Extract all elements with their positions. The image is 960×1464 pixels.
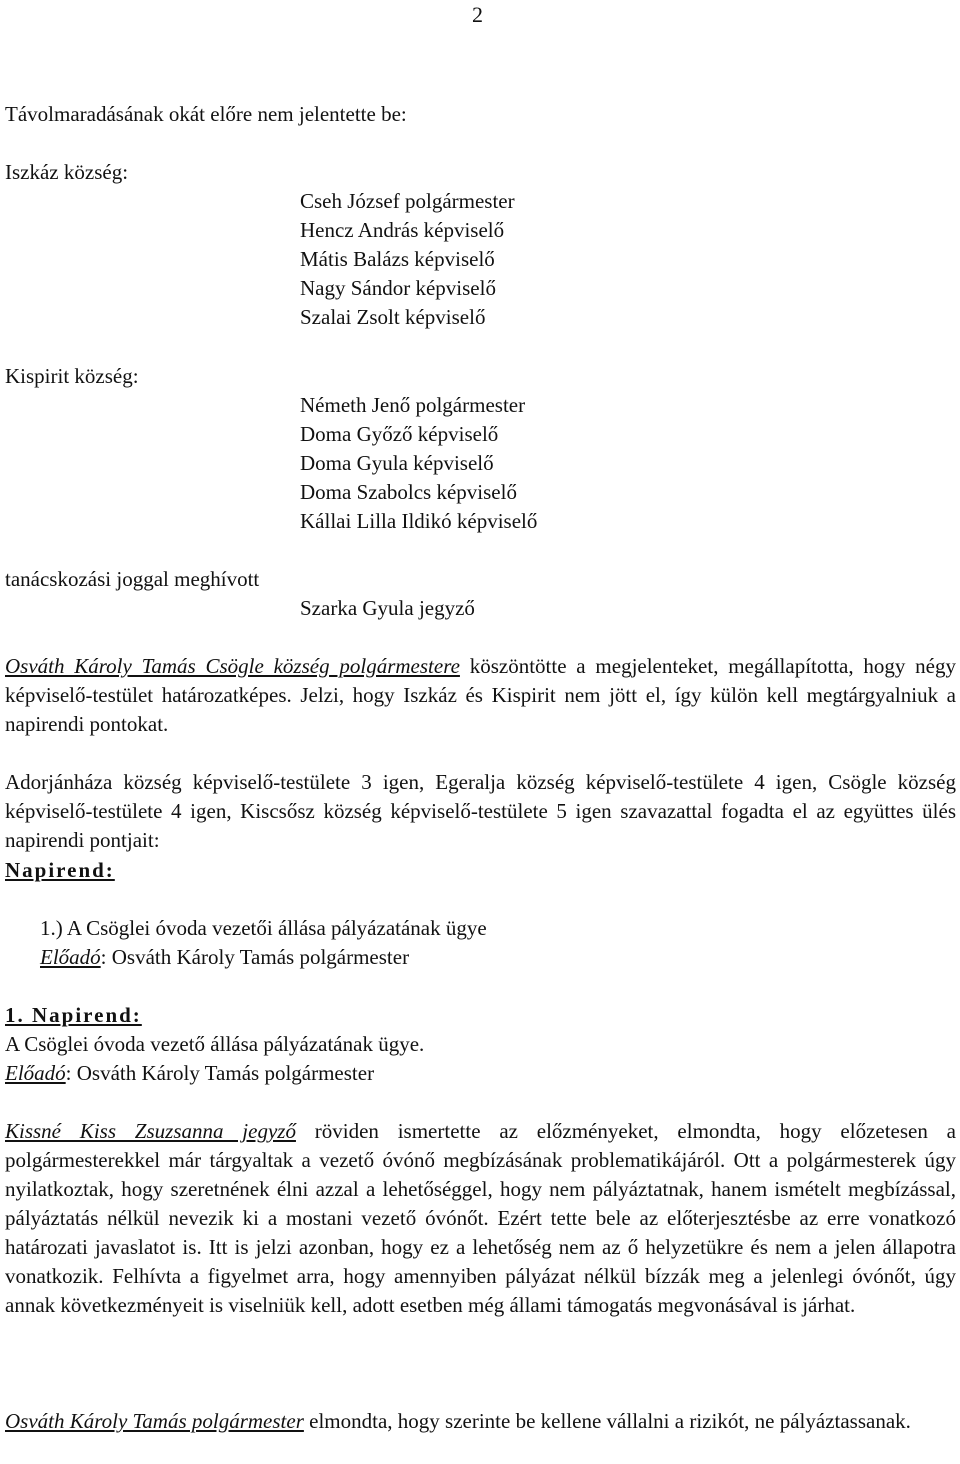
item1-heading: 1. Napirend: [5, 1003, 142, 1027]
iszkaz-member-list [300, 187, 515, 332]
page-number: 2 [472, 2, 483, 27]
item1-title: A Csöglei óvoda vezető állása pályázatának ügye. [5, 1032, 425, 1056]
member-name: Cseh József polgármester [300, 189, 515, 213]
member-name: Németh Jenő polgármester [300, 393, 526, 417]
speaker-name: Kissné Kiss Zsuzsanna jegyző [5, 1119, 296, 1143]
absent-heading: Távolmaradásának okát előre nem jelentette be: [5, 102, 407, 126]
member-name: Doma Szabolcs képviselő [300, 480, 517, 504]
advisory-label: tanácskozási joggal meghívott [5, 567, 260, 591]
presenter-label: Előadó [40, 945, 101, 969]
agenda-item: 1.) A Csöglei óvoda vezetői állása pályázatának ügye [40, 916, 487, 940]
kispirit-member-list [300, 391, 537, 536]
iszkaz-label: Iszkáz község: [5, 160, 129, 184]
presenter-name: : Osváth Károly Tamás polgármester [65, 1061, 375, 1085]
member-name: Doma Győző képviselő [300, 422, 499, 446]
agenda-presenter [40, 943, 409, 972]
member-name: Nagy Sándor képviselő [300, 276, 496, 300]
kispirit-label: Kispirit község: [5, 364, 139, 388]
paragraph-text: köszöntötte a megjelenteket, megállapította, hogy négy képviselő-testület határozatképes. Jelzi, hogy Iszkáz és Kispirit nem jött el, így külön kell megtárgyalniuk a napirendi pontokat. [5, 654, 956, 736]
agenda-heading: Napirend: [5, 858, 115, 882]
member-name: Kállai Lilla Ildikó képviselő [300, 509, 538, 533]
vote-paragraph: Adorjánháza község képviselő-testülete 3 igen, Egeralja község képviselő-testülete 4 igen, Csögle község képviselő-testülete 4 igen, Kiscsősz község képviselő-testülete 5 igen szavazattal fogadta el az együttes ülés napirendi pontjait: [5, 770, 956, 852]
speaker-name: Osváth Károly Tamás Csögle község polgármestere [5, 654, 460, 678]
member-name: Szalai Zsolt képviselő [300, 305, 486, 329]
item1-presenter [5, 1059, 374, 1088]
member-name: Mátis Balázs képviselő [300, 247, 495, 271]
member-name: Hencz András képviselő [300, 218, 505, 242]
advisory-member: Szarka Gyula jegyző [300, 596, 475, 620]
opening-paragraph [5, 652, 956, 739]
paragraph-text: elmondta, hogy szerinte be kellene vállalni a rizikót, ne pályáztassanak. [303, 1409, 911, 1433]
presenter-label: Előadó [5, 1061, 66, 1085]
notary-paragraph [5, 1117, 956, 1320]
presenter-name: : Osváth Károly Tamás polgármester [100, 945, 410, 969]
member-name: Doma Gyula képviselő [300, 451, 494, 475]
speaker-name: Osváth Károly Tamás polgármester [5, 1409, 304, 1433]
mayor-paragraph [5, 1407, 956, 1436]
paragraph-text: röviden ismertette az előzményeket, elmondta, hogy előzetesen a polgármesterekkel már tárgyaltak a vezető óvónő megbízásának problematikájáról. Ott a polgármesterek úgy nyilatkoztak, hogy szeretnének élni azzal a lehetőséggel, hogy nem pályáztatnak, hanem ismételt megbízással, pályáztatás nélkül nevezik ki a mostani vezető óvónőt. Ezért tette bele az előterjesztésbe az erre vonatkozó határozati javaslatot is. Itt is jelzi azonban, hogy ez a lehetőség nem az ő helyzetükre és nem a jelen állapotra vonatkozik. Felhívta a figyelmet arra, hogy amennyiben pályázat nélkül bízzák meg a jelenlegi óvónőt, úgy annak következményeit is viselniük kell, adott esetben még állami támogatás megvonásával is járhat. [5, 1119, 956, 1317]
